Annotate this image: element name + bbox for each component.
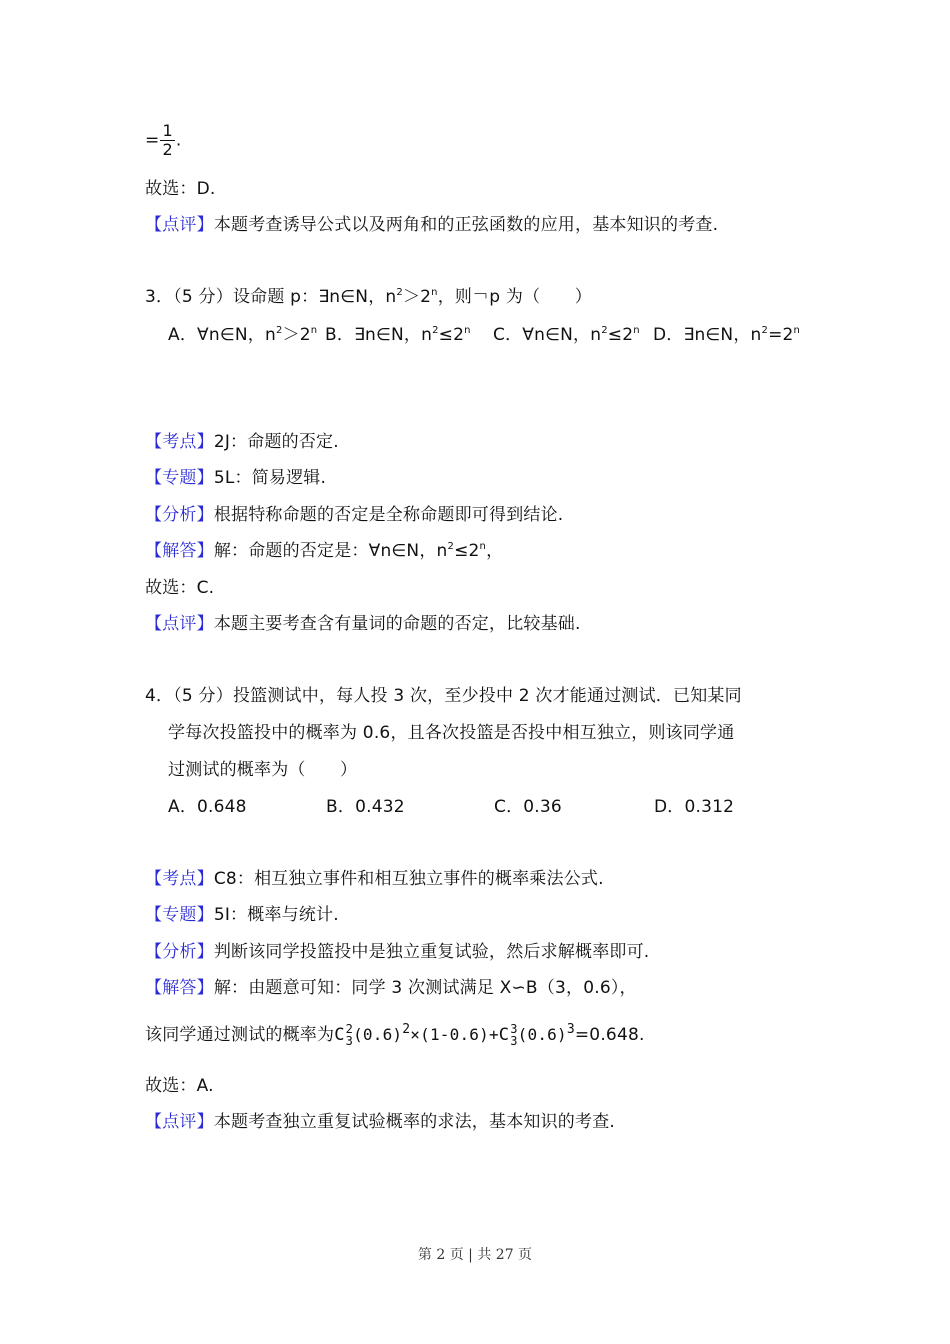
superscript: 3 [566, 1022, 575, 1037]
combination-lower: 3 [345, 1034, 354, 1048]
answer-line: 故选：C. [145, 578, 215, 598]
combination-c-3-2 [334, 1023, 353, 1047]
combination-symbol: C [334, 1025, 345, 1045]
question-4-options [168, 795, 734, 819]
option-label: C． [493, 325, 523, 345]
stem-text: 投篮测试中，每人投 3 次，至少投中 2 次才能通过测试．已知某同 [232, 686, 742, 706]
stem-text: 设命题 p：∃n∈N，n [232, 287, 397, 307]
superscript: n [464, 325, 471, 336]
jieda-tag: 【解答】 [145, 978, 214, 998]
option-text: ∀n∈N，n [197, 325, 276, 345]
option-c [494, 795, 654, 819]
stem-text: ，则￢p 为（ ） [437, 287, 592, 307]
fraction-denominator: 2 [162, 140, 173, 159]
superscript: n [431, 287, 438, 298]
superscript: n [479, 541, 487, 552]
option-text: ∃n∈N，n [354, 325, 433, 345]
superscript: 2 [601, 325, 608, 336]
jieda-text: 解：由题意可知：同学 3 次测试满足 X∽B（3，0.6）， [213, 978, 637, 998]
superscript: 2 [275, 325, 283, 336]
jieda-text: ≤2 [454, 541, 480, 561]
probability-formula [145, 1023, 645, 1047]
option-text: ≤2 [607, 325, 634, 345]
fraction-result [145, 122, 181, 159]
superscript: 2 [761, 325, 769, 336]
option-b [326, 795, 494, 819]
formula-prefix: 该同学通过测试的概率为 [145, 1025, 335, 1045]
equals-sign: = [145, 130, 160, 151]
combination-symbol: C [498, 1025, 510, 1045]
jieda-text: 解：命题的否定是：∀n∈N，n [213, 541, 448, 561]
question-score: （5 分） [173, 686, 233, 706]
option-text: 0.312 [684, 797, 735, 817]
question-3-options [168, 323, 800, 347]
fenxi-tag: 【分析】 [145, 505, 214, 525]
fraction-numerator: 1 [162, 121, 173, 140]
question-number: 4． [145, 686, 174, 706]
kaodian-line [145, 867, 604, 891]
superscript: 2 [402, 1022, 411, 1037]
jieda-text: ， [486, 541, 504, 561]
option-text: ∃n∈N，n [683, 325, 762, 345]
question-4-stem-line-3: 过测试的概率为（ ） [168, 760, 358, 780]
option-label: B． [326, 797, 356, 817]
fenxi-line [145, 503, 563, 527]
kaodian-tag: 【考点】 [145, 869, 214, 889]
comment-line [145, 612, 581, 636]
fenxi-text: 根据特称命题的否定是全称命题即可得到结论. [213, 505, 564, 525]
period: . [175, 130, 182, 151]
formula-term: ×(1-0.6)+ [410, 1025, 499, 1044]
question-4-stem-line-1 [145, 684, 742, 708]
combination-c-3-3 [499, 1023, 518, 1047]
option-a [168, 795, 326, 819]
jieda-line [145, 976, 637, 1000]
fenxi-line [145, 940, 649, 964]
formula-result: =0.648. [574, 1025, 645, 1045]
comment-line [145, 1110, 615, 1134]
option-text: ≤2 [438, 325, 465, 345]
superscript: 2 [396, 287, 403, 298]
comment-text: 本题考查独立重复试验概率的求法，基本知识的考查. [213, 1112, 616, 1132]
answer-line: 故选：A. [145, 1076, 214, 1096]
zhuanti-tag: 【专题】 [145, 468, 214, 488]
option-label: A． [168, 797, 198, 817]
fenxi-tag: 【分析】 [145, 942, 214, 962]
option-label: C． [494, 797, 524, 817]
comment-text: 本题主要考查含有量词的命题的否定，比较基础. [213, 614, 581, 634]
option-text: ＞2 [282, 325, 311, 345]
superscript: 2 [447, 541, 455, 552]
option-text: 0.36 [523, 797, 562, 817]
superscript: 2 [432, 325, 439, 336]
page-footer: 第 2 页 | 共 27 页 [417, 1247, 533, 1263]
question-score: （5 分） [173, 287, 233, 307]
option-label: D． [653, 325, 684, 345]
question-number: 3． [145, 287, 174, 307]
zhuanti-line [145, 466, 326, 490]
zhuanti-line [145, 903, 339, 927]
option-text: ∀n∈N，n [522, 325, 602, 345]
zhuanti-tag: 【专题】 [145, 905, 214, 925]
jieda-line [145, 539, 503, 563]
comment-tag: 【点评】 [145, 215, 214, 235]
question-4-stem-line-2: 学每次投篮投中的概率为 0.6，且各次投篮是否投中相互独立，则该同学通 [168, 723, 735, 743]
kaodian-text: C8：相互独立事件和相互独立事件的概率乘法公式. [213, 869, 604, 889]
fraction [160, 122, 174, 159]
combination-lower: 3 [510, 1034, 518, 1048]
kaodian-text: 2J：命题的否定. [213, 432, 339, 452]
option-d [653, 323, 800, 347]
combination-upper: 3 [510, 1022, 518, 1036]
jieda-tag: 【解答】 [145, 541, 214, 561]
option-a [168, 323, 325, 347]
superscript: n [310, 325, 318, 336]
question-3-stem [145, 285, 592, 309]
formula-term: (0.6) [353, 1025, 403, 1044]
option-c [493, 323, 653, 347]
zhuanti-text: 5L：简易逻辑. [213, 468, 327, 488]
comment-line [145, 213, 718, 237]
comment-tag: 【点评】 [145, 614, 214, 634]
option-label: A． [168, 325, 198, 345]
kaodian-line [145, 430, 339, 454]
option-d [654, 795, 734, 819]
comment-text: 本题考查诱导公式以及两角和的正弦函数的应用，基本知识的考查. [213, 215, 719, 235]
superscript: n [793, 325, 801, 336]
option-b [325, 323, 493, 347]
kaodian-tag: 【考点】 [145, 432, 214, 452]
stem-text: ＞2 [402, 287, 432, 307]
option-text: 0.432 [355, 797, 405, 817]
comment-tag: 【点评】 [145, 1112, 214, 1132]
answer-line: 故选：D. [145, 179, 216, 199]
combination-upper: 2 [345, 1022, 354, 1036]
zhuanti-text: 5I：概率与统计. [213, 905, 339, 925]
option-label: D． [654, 797, 685, 817]
option-text: =2 [768, 325, 794, 345]
option-label: B． [325, 325, 355, 345]
formula-term: (0.6) [517, 1025, 567, 1044]
fenxi-text: 判断该同学投篮投中是独立重复试验，然后求解概率即可. [213, 942, 650, 962]
superscript: n [633, 325, 640, 336]
option-text: 0.648 [197, 797, 247, 817]
